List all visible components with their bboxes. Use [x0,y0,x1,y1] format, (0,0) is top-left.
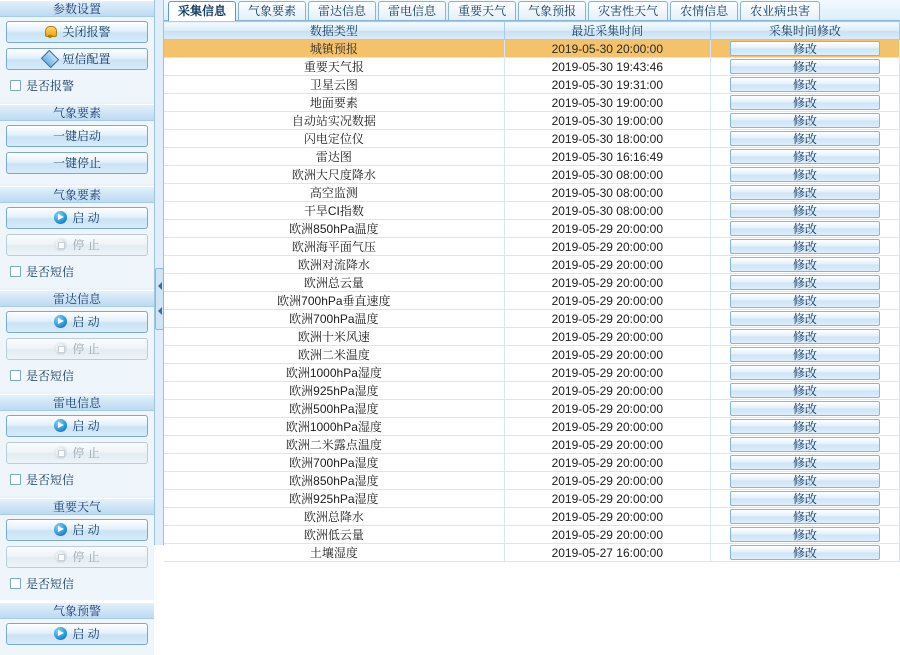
checkbox-icon[interactable] [10,578,21,589]
cell-data-type: 欧洲对流降水 [164,256,504,274]
splitter-handle[interactable] [155,268,164,330]
cell-last-collect-time: 2019-05-29 20:00:00 [504,436,710,454]
sidebar-group-title: 气象要素 [0,104,154,121]
sidebar-button-label: 关闭报警 [62,25,111,39]
edit-collect-time-button[interactable]: 修改 [730,293,880,308]
cell-data-type: 欧洲低云量 [164,526,504,544]
sidebar [0,0,155,641]
cell-data-type: 欧洲850hPa温度 [164,220,504,238]
tab-item[interactable] [378,1,446,20]
table-row[interactable] [164,292,900,310]
cell-last-collect-time: 2019-05-30 08:00:00 [504,166,710,184]
cell-last-collect-time: 2019-05-30 08:00:00 [504,184,710,202]
cell-data-type: 欧洲700hPa垂直速度 [164,292,504,310]
table-row[interactable] [164,418,900,436]
table-row[interactable] [164,220,900,238]
cell-last-collect-time: 2019-05-29 20:00:00 [504,418,710,436]
checkbox-label: 是否短信 [26,473,75,487]
edit-collect-time-button[interactable]: 修改 [730,365,880,380]
main-panel [164,0,900,560]
checkbox-icon[interactable] [10,266,21,277]
sidebar-button-label: 短信配置 [62,52,111,66]
sidebar-group [0,186,154,288]
sidebar-group-body [0,203,154,288]
sidebar-checkbox-row[interactable] [6,469,148,491]
sidebar-button [6,338,148,360]
table-row[interactable] [164,328,900,346]
table-row[interactable] [164,40,900,58]
column-header-data-type[interactable]: 数据类型 [164,22,504,40]
cell-edit-action [710,508,899,526]
cell-last-collect-time: 2019-05-29 20:00:00 [504,400,710,418]
table-row[interactable] [164,202,900,220]
table-row[interactable] [164,274,900,292]
cell-edit-action [710,292,899,310]
stop-icon [54,342,67,355]
cell-last-collect-time: 2019-05-30 19:00:00 [504,94,710,112]
cell-edit-action [710,346,899,364]
sidebar-button-label: 停 止 [72,238,100,252]
play-icon [54,315,67,328]
data-grid-container[interactable] [164,21,900,562]
sidebar-button[interactable] [6,311,148,333]
sidebar-group-body [0,411,154,496]
edit-collect-time-button[interactable]: 修改 [730,95,880,110]
cell-last-collect-time: 2019-05-29 20:00:00 [504,328,710,346]
cell-last-collect-time: 2019-05-29 20:00:00 [504,346,710,364]
cell-edit-action [710,130,899,148]
sidebar-button-label: 停 止 [72,446,100,460]
tab-item[interactable] [448,1,516,20]
table-row[interactable] [164,148,900,166]
tab-label: 采集信息 [178,4,227,18]
cell-last-collect-time: 2019-05-29 20:00:00 [504,364,710,382]
edit-collect-time-button[interactable]: 修改 [730,113,880,128]
cell-last-collect-time: 2019-05-30 19:43:46 [504,58,710,76]
edit-collect-time-button[interactable]: 修改 [730,473,880,488]
edit-collect-time-button[interactable]: 修改 [730,419,880,434]
edit-collect-time-button[interactable]: 修改 [730,383,880,398]
sidebar-group-body [0,17,154,102]
tab-item[interactable] [740,1,820,20]
cell-data-type: 欧洲1000hPa湿度 [164,364,504,382]
cell-edit-action [710,436,899,454]
edit-collect-time-button[interactable]: 修改 [730,509,880,524]
cell-data-type: 干旱CI指数 [164,202,504,220]
table-row[interactable] [164,400,900,418]
tab-item[interactable] [168,1,236,21]
stop-icon [54,550,67,563]
cell-edit-action [710,238,899,256]
tab-label: 农业病虫害 [750,4,811,18]
cell-data-type: 欧洲二米温度 [164,346,504,364]
sidebar-button-label: 停 止 [72,550,100,564]
table-row[interactable] [164,238,900,256]
cell-edit-action [710,166,899,184]
cell-edit-action [710,310,899,328]
edit-collect-time-button[interactable]: 修改 [730,203,880,218]
cell-last-collect-time: 2019-05-29 20:00:00 [504,274,710,292]
edit-collect-time-button[interactable]: 修改 [730,401,880,416]
table-row[interactable] [164,94,900,112]
table-row[interactable] [164,382,900,400]
cell-edit-action [710,382,899,400]
sidebar-button-label: 启 动 [72,523,100,537]
cell-edit-action [710,58,899,76]
checkbox-label: 是否短信 [26,265,75,279]
collection-info-table [164,21,900,562]
cell-edit-action [710,148,899,166]
cell-last-collect-time: 2019-05-29 20:00:00 [504,454,710,472]
edit-collect-time-button[interactable]: 修改 [730,149,880,164]
sidebar-button-label: 一键启动 [52,129,101,143]
cell-data-type: 地面要素 [164,94,504,112]
edit-collect-time-button[interactable]: 修改 [730,59,880,74]
cell-edit-action [710,184,899,202]
checkbox-label: 是否报警 [26,79,75,93]
sidebar-group-title: 气象预警 [0,602,154,619]
sidebar-group-body [0,121,154,184]
sidebar-group [0,602,154,655]
cell-last-collect-time: 2019-05-29 20:00:00 [504,220,710,238]
tab-label: 雷电信息 [388,4,437,18]
cell-data-type: 欧洲925hPa湿度 [164,382,504,400]
cell-data-type: 重要天气报 [164,58,504,76]
edit-collect-time-button[interactable]: 修改 [730,257,880,272]
cell-edit-action [710,364,899,382]
tab-label: 气象要素 [248,4,297,18]
sidebar-group [0,0,154,102]
sidebar-button[interactable] [6,125,148,147]
cell-edit-action [710,454,899,472]
cell-edit-action [710,418,899,436]
cell-edit-action [710,76,899,94]
cell-data-type: 欧洲总云量 [164,274,504,292]
cell-edit-action [710,202,899,220]
cell-data-type: 欧洲500hPa湿度 [164,400,504,418]
cell-edit-action [710,328,899,346]
sidebar-button[interactable] [6,152,148,174]
table-row[interactable] [164,310,900,328]
sidebar-button [6,546,148,568]
sidebar-group-title: 参数设置 [0,0,154,17]
cell-data-type: 欧洲850hPa湿度 [164,472,504,490]
tab-item[interactable] [518,1,586,20]
table-row[interactable] [164,112,900,130]
sidebar-button[interactable] [6,48,148,70]
sidebar-button [6,442,148,464]
edit-collect-time-button[interactable]: 修改 [730,239,880,254]
cell-edit-action [710,526,899,544]
tab-item[interactable] [670,1,738,20]
play-icon [54,211,67,224]
cell-data-type: 欧洲1000hPa湿度 [164,418,504,436]
sidebar-button-label: 启 动 [72,315,100,329]
cell-edit-action [710,40,899,58]
tab-bar [164,0,900,21]
cell-edit-action [710,400,899,418]
edit-collect-time-button[interactable]: 修改 [730,131,880,146]
column-header-last-collect-time[interactable]: 最近采集时间 [504,22,710,40]
play-icon [54,419,67,432]
cell-data-type: 欧洲总降水 [164,508,504,526]
checkbox-label: 是否短信 [26,577,75,591]
sidebar-button [6,234,148,256]
edit-collect-time-button[interactable]: 修改 [730,221,880,236]
sidebar-group-title: 气象要素 [0,186,154,203]
cell-last-collect-time: 2019-05-27 16:00:00 [504,544,710,562]
sidebar-group-title: 雷电信息 [0,394,154,411]
tab-label: 气象预报 [528,4,577,18]
cell-edit-action [710,94,899,112]
table-row[interactable] [164,544,900,562]
checkbox-icon[interactable] [10,474,21,485]
sidebar-checkbox-row[interactable] [6,75,148,97]
edit-collect-time-button[interactable]: 修改 [730,311,880,326]
table-row[interactable] [164,364,900,382]
table-row[interactable] [164,256,900,274]
cell-data-type: 雷达图 [164,148,504,166]
cell-last-collect-time: 2019-05-30 19:00:00 [504,112,710,130]
table-row[interactable] [164,508,900,526]
cell-last-collect-time: 2019-05-30 08:00:00 [504,202,710,220]
tab-label: 重要天气 [458,4,507,18]
sidebar-button[interactable] [6,21,148,43]
cell-edit-action [710,544,899,562]
checkbox-icon[interactable] [10,370,21,381]
cell-edit-action [710,112,899,130]
sidebar-checkbox-row[interactable] [6,365,148,387]
table-row[interactable] [164,454,900,472]
tab-item[interactable] [308,1,376,20]
stop-icon [54,446,67,459]
cell-last-collect-time: 2019-05-29 20:00:00 [504,508,710,526]
sidebar-group [0,290,154,392]
cell-last-collect-time: 2019-05-30 18:00:00 [504,130,710,148]
edit-collect-time-button[interactable]: 修改 [730,167,880,182]
bell-icon [43,25,57,38]
edit-collect-time-button[interactable]: 修改 [730,437,880,452]
edit-collect-time-button[interactable]: 修改 [730,545,880,560]
cell-last-collect-time: 2019-05-30 19:31:00 [504,76,710,94]
edit-collect-time-button[interactable]: 修改 [730,275,880,290]
edit-collect-time-button[interactable]: 修改 [730,77,880,92]
edit-collect-time-button[interactable]: 修改 [730,455,880,470]
play-icon [54,523,67,536]
sidebar-group-body [0,515,154,600]
cell-data-type: 自动站实况数据 [164,112,504,130]
cell-data-type: 欧洲700hPa湿度 [164,454,504,472]
sidebar-button-label: 停 止 [72,342,100,356]
sidebar-button-label: 启 动 [72,419,100,433]
table-row[interactable] [164,526,900,544]
cell-data-type: 欧洲十米风速 [164,328,504,346]
table-header-row [164,22,900,40]
cell-data-type: 欧洲海平面气压 [164,238,504,256]
sidebar-group-title: 雷达信息 [0,290,154,307]
table-row[interactable] [164,490,900,508]
cell-edit-action [710,220,899,238]
sidebar-button-label: 启 动 [72,627,100,641]
sidebar-group-title: 重要天气 [0,498,154,515]
table-row[interactable] [164,346,900,364]
cell-last-collect-time: 2019-05-29 20:00:00 [504,310,710,328]
column-header-edit-collect-time[interactable]: 采集时间修改 [710,22,899,40]
stop-icon [54,238,67,251]
cell-last-collect-time: 2019-05-30 20:00:00 [504,40,710,58]
edit-collect-time-button[interactable]: 修改 [730,329,880,344]
cell-data-type: 高空监测 [164,184,504,202]
cell-last-collect-time: 2019-05-29 20:00:00 [504,472,710,490]
table-row[interactable] [164,472,900,490]
cell-last-collect-time: 2019-05-29 20:00:00 [504,238,710,256]
edit-collect-time-button[interactable]: 修改 [730,527,880,542]
sidebar-checkbox-row[interactable] [6,261,148,283]
sidebar-button[interactable] [6,519,148,541]
panel-splitter[interactable] [155,0,164,545]
sidebar-group-body [0,307,154,392]
table-row[interactable] [164,166,900,184]
table-row[interactable] [164,130,900,148]
play-icon [54,627,67,640]
cell-edit-action [710,256,899,274]
cell-last-collect-time: 2019-05-29 20:00:00 [504,292,710,310]
sidebar-checkbox-row[interactable] [6,573,148,595]
cell-data-type: 欧洲二米露点温度 [164,436,504,454]
cell-data-type: 欧洲700hPa温度 [164,310,504,328]
edit-collect-time-button[interactable]: 修改 [730,491,880,506]
cell-data-type: 欧洲大尺度降水 [164,166,504,184]
cell-edit-action [710,490,899,508]
sidebar-group [0,104,154,184]
cell-last-collect-time: 2019-05-29 20:00:00 [504,256,710,274]
cell-last-collect-time: 2019-05-29 20:00:00 [504,382,710,400]
tab-label: 农情信息 [680,4,729,18]
checkbox-label: 是否短信 [26,369,75,383]
table-row[interactable] [164,76,900,94]
cell-last-collect-time: 2019-05-30 16:16:49 [504,148,710,166]
tab-label: 雷达信息 [318,4,367,18]
sidebar-button[interactable] [6,415,148,437]
sidebar-button[interactable] [6,623,148,645]
cell-data-type: 城镇预报 [164,40,504,58]
tab-label: 灾害性天气 [598,4,659,18]
sidebar-group-body [0,619,154,655]
message-icon [41,50,59,68]
cell-last-collect-time: 2019-05-29 20:00:00 [504,490,710,508]
cell-edit-action [710,472,899,490]
table-row[interactable] [164,436,900,454]
edit-collect-time-button[interactable]: 修改 [730,41,880,56]
tab-item[interactable] [238,1,306,20]
cell-edit-action [710,274,899,292]
sidebar-group [0,394,154,496]
sidebar-group [0,498,154,600]
cell-last-collect-time: 2019-05-29 20:00:00 [504,526,710,544]
sidebar-button-label: 一键停止 [52,156,101,170]
edit-collect-time-button[interactable]: 修改 [730,185,880,200]
cell-data-type: 闪电定位仪 [164,130,504,148]
table-row[interactable] [164,184,900,202]
cell-data-type: 卫星云图 [164,76,504,94]
table-row[interactable] [164,58,900,76]
cell-data-type: 欧洲925hPa湿度 [164,490,504,508]
tab-item[interactable] [588,1,668,20]
checkbox-icon[interactable] [10,80,21,91]
sidebar-button[interactable] [6,207,148,229]
edit-collect-time-button[interactable]: 修改 [730,347,880,362]
sidebar-button-label: 启 动 [72,211,100,225]
cell-data-type: 土壤湿度 [164,544,504,562]
